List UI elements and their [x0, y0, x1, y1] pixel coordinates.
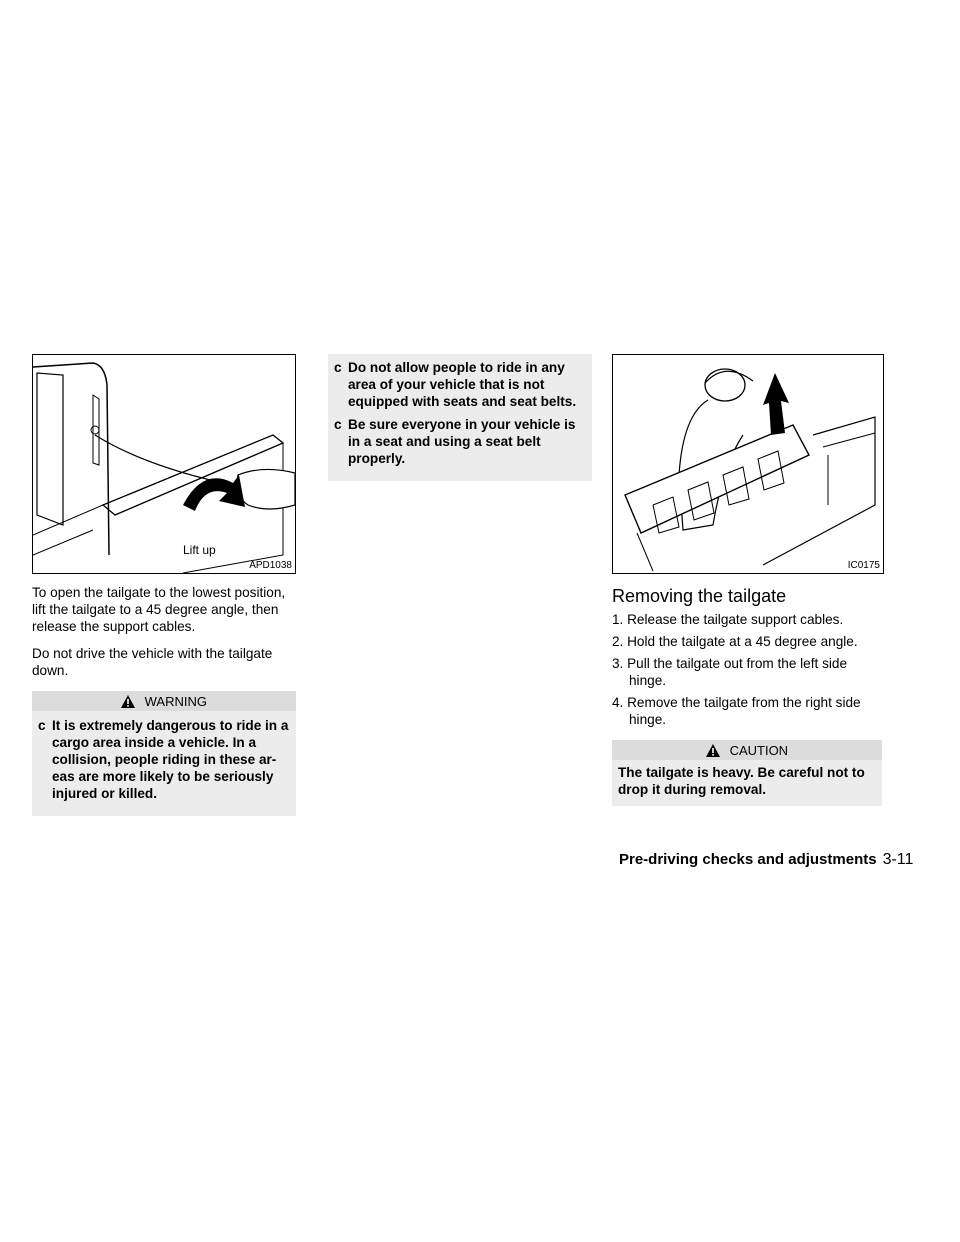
page-number: 3-11 — [882, 851, 914, 868]
step-item: 4. Remove the tailgate from the right side hinge. — [612, 695, 861, 727]
step-item: 3. Pull the tailgate out from the left side hinge. — [612, 656, 848, 688]
column-middle — [328, 354, 592, 481]
figure-removing-tailgate — [612, 354, 884, 574]
removal-steps — [612, 611, 882, 728]
caution-title: CAUTION — [729, 743, 789, 758]
caution-text: The tailgate is heavy. Be careful not to drop it during removal. — [618, 765, 865, 797]
bullet-mark: c — [334, 360, 342, 375]
warning-item: c It is extremely dangerous to ride in a cargo area inside a vehicle. In a collision, people riding in these ar- eas are more likely to be seriously injured or killed. — [38, 718, 289, 801]
tailgate-lift-illustration — [33, 355, 295, 573]
tailgate-removal-illustration — [613, 355, 883, 573]
warning-body-1 — [32, 711, 296, 816]
caution-body — [612, 760, 882, 806]
warning-icon — [121, 695, 135, 708]
caution-icon — [706, 744, 720, 757]
column-right — [612, 354, 882, 806]
column-left — [32, 354, 296, 816]
page-footer — [619, 851, 913, 869]
warning-header — [32, 691, 296, 711]
figure-lift-up — [32, 354, 296, 574]
figure-label: Lift up — [183, 543, 216, 557]
section-heading: Removing the tailgate — [612, 586, 787, 606]
warning-item: c Do not allow people to ride in any area of your vehicle that is not equipped with seats and seat belts. — [334, 360, 577, 409]
bullet-mark: c — [38, 718, 46, 733]
intro-paragraph-2: Do not drive the vehicle with the tailgate down. — [32, 646, 273, 678]
bullet-mark: c — [334, 417, 342, 432]
warning-body-2 — [328, 354, 592, 481]
warning-title: WARNING — [144, 694, 207, 709]
step-item: 2. Hold the tailgate at a 45 degree angle. — [612, 634, 858, 649]
caution-header — [612, 740, 882, 760]
warning-item: c Be sure everyone in your vehicle is in a seat and using a seat belt properly. — [334, 417, 576, 466]
figure-code: APD1038 — [249, 560, 292, 571]
intro-paragraph-1: To open the tailgate to the lowest position, lift the tailgate to a 45 degree angle, then release the support cables. — [32, 585, 286, 634]
section-name: Pre-driving checks and adjustments — [619, 851, 877, 868]
step-item: 1. Release the tailgate support cables. — [612, 612, 844, 627]
figure-code: IC0175 — [847, 560, 880, 571]
